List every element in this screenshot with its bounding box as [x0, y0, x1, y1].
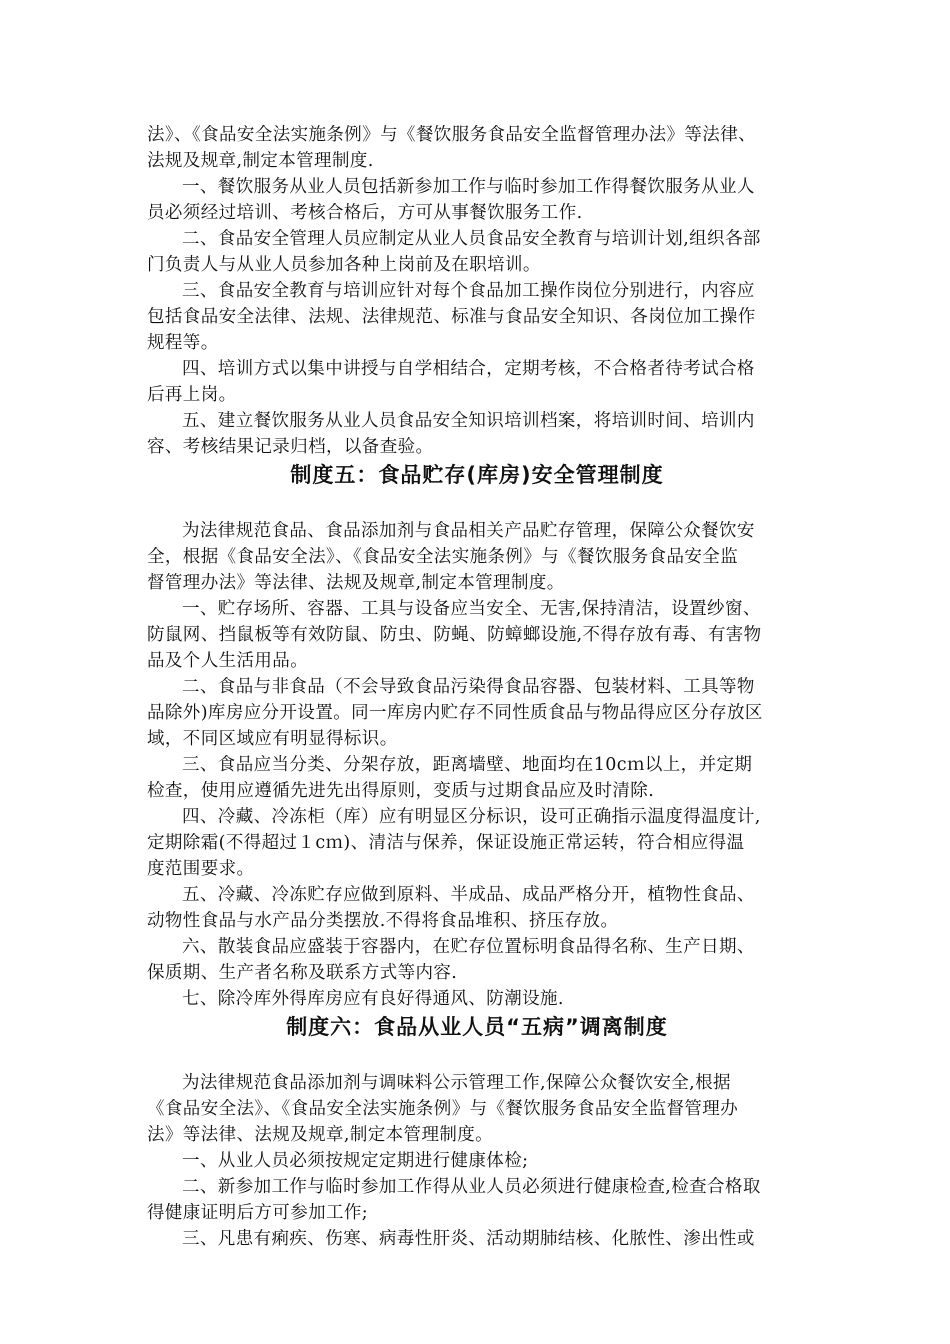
document-page [147, 122, 807, 1252]
rule-paragraph-line: 度范围要求。 [147, 859, 255, 879]
rule-paragraph-line: 后再上岗。 [147, 385, 237, 405]
section-5-rules [147, 596, 807, 1012]
intro-paragraph-line: 《食品安全法》、《食品安全法实施条例》与《餐饮服务食品安全监督管理办 [147, 1099, 739, 1119]
section-5-intro [147, 518, 807, 596]
section-4-rules [147, 174, 807, 460]
rule-paragraph-line: 三、食品安全教育与培训应针对每个食品加工操作岗位分别进行，内容应 [182, 281, 755, 301]
rule-paragraph-line: 四、培训方式以集中讲授与自学相结合，定期考核，不合格者待考试合格 [182, 359, 755, 379]
rule-paragraph-line: 一、从业人员必须按规定定期进行健康体检; [182, 1151, 529, 1171]
section-6-rules [147, 1148, 807, 1252]
section-5-title: 制度五：食品贮存(库房)安全管理制度 [290, 463, 664, 487]
section-6-intro [147, 1070, 807, 1148]
rule-paragraph-line: 检查，使用应遵循先进先出得原则，变质与过期食品应及时清除. [147, 781, 655, 801]
section-6-title: 制度六：食品从业人员“五病”调离制度 [286, 1015, 668, 1039]
rule-paragraph-line: 二、食品与非食品（不会导致食品污染得食品容器、包装材料、工具等物 [182, 677, 755, 697]
rule-paragraph-line: 保质期、生产者名称及联系方式等内容. [147, 963, 458, 983]
rule-paragraph-line: 容、考核结果记录归档，以备查验。 [147, 437, 434, 457]
intro-paragraph-line: 为法律规范食品添加剂与调味料公示管理工作,保障公众餐饮安全,根据 [182, 1073, 731, 1093]
rule-paragraph-line: 包括食品安全法律、法规、法律规范、标准与食品安全知识、各岗位加工操作 [147, 307, 756, 327]
rule-paragraph-line: 定期除霜(不得超过１cｍ)、清洁与保养，保证设施正常运转，符合相应得温 [147, 833, 745, 853]
rule-paragraph-line: 一、餐饮服务从业人员包括新参加工作与临时参加工作得餐饮服务从业人 [182, 177, 755, 197]
rule-paragraph-line: 五、建立餐饮服务从业人员食品安全知识培训档案，将培训时间、培训内 [182, 411, 755, 431]
paragraph-line: 法》、《食品安全法实施条例》与《餐饮服务食品安全监督管理办法》等法律、 [147, 125, 756, 145]
rule-paragraph-line: 门负责人与从业人员参加各种上岗前及在职培训。 [147, 255, 541, 275]
intro-paragraph-line: 为法律规范食品、食品添加剂与食品相关产品贮存管理，保障公众餐饮安 [182, 521, 755, 541]
rule-paragraph-line: 七、除冷库外得库房应有良好得通风、防潮设施. [182, 989, 564, 1009]
rule-paragraph-line: 品及个人生活用品。 [147, 651, 309, 671]
intro-paragraph-line: 全，根据《食品安全法》、《食品安全法实施条例》与《餐饮服务食品安全监 [147, 547, 739, 567]
rule-paragraph-line: 员必须经过培训、考核合格后，方可从事餐饮服务工作. [147, 203, 583, 223]
rule-paragraph-line: 六、散装食品应盛装于容器内，在贮存位置标明食品得名称、生产日期、 [182, 937, 755, 957]
rule-paragraph-line: 二、食品安全管理人员应制定从业人员食品安全教育与培训计划,组织各部 [182, 229, 761, 249]
rule-paragraph-line: 规程等。 [147, 333, 219, 353]
rule-paragraph-line: 三、食品应当分类、分架存放，距离墙壁、地面均在10cｍ以上，并定期 [182, 755, 753, 775]
rule-paragraph-line: 四、冷藏、冷冻柜（库）应有明显区分标识，设可正确指示温度得温度计, [182, 807, 761, 827]
rule-paragraph-line: 得健康证明后方可参加工作; [147, 1203, 369, 1223]
intro-paragraph-line: 法》等法律、法规及规章,制定本管理制度。 [147, 1125, 494, 1145]
paragraph-line: 法规及规章,制定本管理制度. [147, 151, 374, 171]
rule-paragraph-line: 动物性食品与水产品分类摆放.不得将食品堆积、挤压存放。 [147, 911, 619, 931]
rule-paragraph-line: 一、贮存场所、容器、工具与设备应当安全、无害,保持清洁，设置纱窗、 [182, 599, 761, 619]
rule-paragraph-line: 防鼠网、挡鼠板等有效防鼠、防虫、防蝇、防蟑螂设施,不得存放有毒、有害物 [147, 625, 762, 645]
intro-paragraph-line: 督管理办法》等法律、法规及规章,制定本管理制度。 [147, 573, 565, 593]
rule-paragraph-line: 二、新参加工作与临时参加工作得从业人员必须进行健康检查,检查合格取 [182, 1177, 761, 1197]
rule-paragraph-line: 品除外)库房应分开设置。同一库房内贮存不同性质食品与物品得应区分存放区 [147, 703, 763, 723]
rule-paragraph-line: 域，不同区域应有明显得标识。 [147, 729, 398, 749]
rule-paragraph-line: 三、凡患有痢疾、伤寒、病毒性肝炎、活动期肺结核、化脓性、渗出性或 [182, 1229, 755, 1249]
section-intro-tail [147, 122, 807, 174]
rule-paragraph-line: 五、冷藏、冷冻贮存应做到原料、半成品、成品严格分开，植物性食品、 [182, 885, 755, 905]
